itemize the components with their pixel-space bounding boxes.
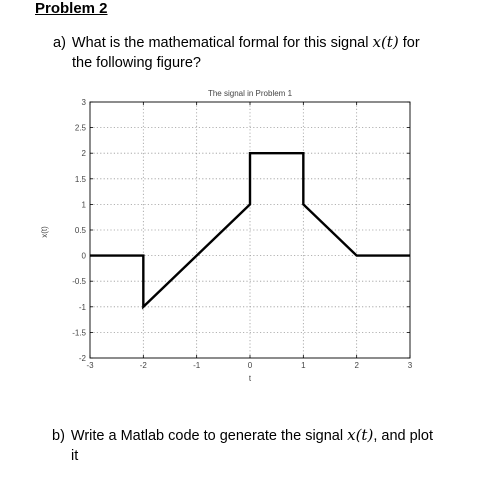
chart-title: The signal in Problem 1 <box>207 89 293 98</box>
x-tick-labels <box>86 361 412 370</box>
y-tick-labels <box>72 98 86 363</box>
x-tick-label: -1 <box>193 361 201 370</box>
x-tick-label: -3 <box>86 361 94 370</box>
question-a-line2: the following figure? <box>72 55 201 71</box>
question-a-label: a) <box>53 35 66 51</box>
question-b-text: Write a Matlab code to generate the signal <box>70 428 344 444</box>
x-tick-label: -2 <box>139 361 147 370</box>
y-tick-label: 1 <box>81 200 86 210</box>
x-axis-label: t <box>248 374 252 383</box>
x-tick-label: 3 <box>407 361 413 370</box>
x-tick-label: 0 <box>247 361 253 370</box>
question-a-text: What is the mathematical formal for this signal <box>71 35 369 51</box>
question-b-math: x(t) <box>347 426 374 444</box>
question-b <box>52 425 472 466</box>
y-tick-label: -1.5 <box>72 328 86 338</box>
x-tick-label: 2 <box>354 361 359 370</box>
y-axis-label: x(t) <box>40 226 49 238</box>
question-a-math: x(t) <box>372 33 399 51</box>
question-b-line2: it <box>71 448 79 464</box>
question-a-text-after: for <box>402 35 420 51</box>
y-tick-label: 3 <box>81 98 86 107</box>
y-tick-label: 0 <box>81 251 86 261</box>
y-tick-label: 2 <box>81 149 86 159</box>
problem-heading: Problem 2 <box>35 0 108 17</box>
x-tick-label: 1 <box>301 361 306 370</box>
y-tick-label: 1.5 <box>74 174 86 184</box>
y-tick-label: -2 <box>78 354 86 363</box>
question-b-text-after: , and plot <box>373 428 433 444</box>
y-tick-label: 0.5 <box>74 226 86 235</box>
y-tick-label: -0.5 <box>72 277 86 287</box>
y-tick-label: -1 <box>78 302 86 312</box>
question-b-label: b) <box>52 428 65 444</box>
y-tick-label: 2.5 <box>74 123 86 133</box>
